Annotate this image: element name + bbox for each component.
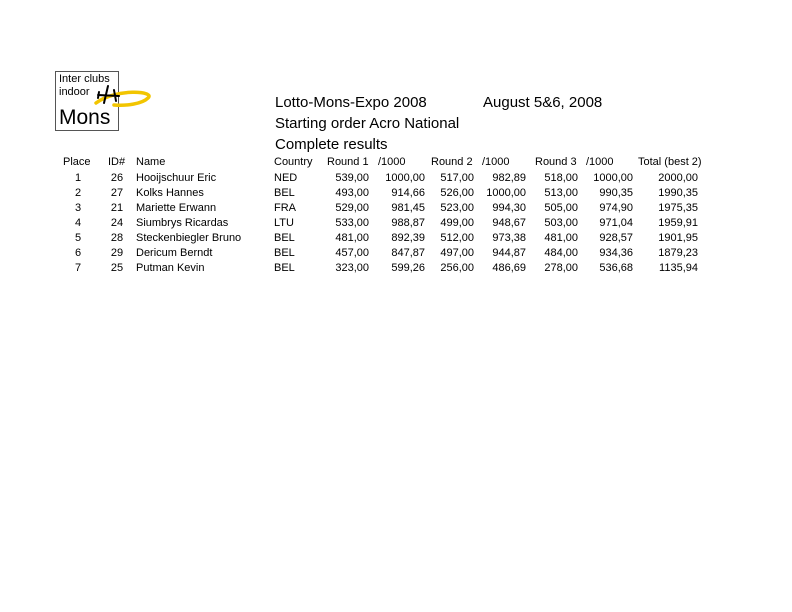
row-4-name: Siumbrys Ricardas (136, 217, 229, 229)
row-1-name: Hooijschuur Eric (136, 172, 217, 184)
row-3-round2: 523,00 (440, 202, 474, 214)
row-2-round3: 513,00 (544, 187, 578, 199)
row-6-id: 29 (110, 247, 124, 259)
row-3-round3: 505,00 (544, 202, 578, 214)
row-2-round1-norm: 914,66 (391, 187, 425, 199)
row-7-name: Putman Kevin (136, 262, 205, 274)
row-6-name: Dericum Berndt (136, 247, 213, 259)
row-3-round3-norm: 974,90 (599, 202, 633, 214)
row-2-place: 2 (74, 187, 82, 199)
row-5-name: Steckenbiegler Bruno (136, 232, 242, 244)
row-5-id: 28 (110, 232, 124, 244)
row-4-total: 1959,91 (658, 217, 698, 229)
column-header-name: Name (136, 156, 166, 168)
row-7-place: 7 (74, 262, 82, 274)
row-1-total: 2000,00 (658, 172, 698, 184)
row-3-round1: 529,00 (335, 202, 369, 214)
row-4-round1: 533,00 (335, 217, 369, 229)
row-7-round2: 256,00 (440, 262, 474, 274)
row-4-round2-norm: 948,67 (492, 217, 526, 229)
row-1-round3: 518,00 (544, 172, 578, 184)
row-7-id: 25 (110, 262, 124, 274)
logo-line-2: indoor (59, 86, 90, 98)
event-date: August 5&6, 2008 (483, 94, 603, 111)
column-header-country: Country (274, 156, 313, 168)
column-header-round3: Round 3 (535, 156, 577, 168)
row-5-total: 1901,95 (658, 232, 698, 244)
row-5-round2: 512,00 (440, 232, 474, 244)
row-5-round3: 481,00 (544, 232, 578, 244)
row-4-place: 4 (74, 217, 82, 229)
row-4-round2: 499,00 (440, 217, 474, 229)
row-1-round1-norm: 1000,00 (385, 172, 425, 184)
column-header-round3-norm: /1000 (586, 156, 614, 168)
row-2-name: Kolks Hannes (136, 187, 204, 199)
logo-line-3: Mons (59, 106, 111, 129)
row-6-round3: 484,00 (544, 247, 578, 259)
row-5-round1: 481,00 (335, 232, 369, 244)
row-1-id: 26 (110, 172, 124, 184)
row-2-total: 1990,35 (658, 187, 698, 199)
row-4-round3: 503,00 (544, 217, 578, 229)
row-2-id: 27 (110, 187, 124, 199)
subtitle-results: Complete results (275, 136, 388, 153)
row-4-round3-norm: 971,04 (599, 217, 633, 229)
column-header-id: ID# (108, 156, 126, 168)
column-header-round2-norm: /1000 (482, 156, 510, 168)
club-logo (55, 71, 119, 131)
row-7-round1: 323,00 (335, 262, 369, 274)
row-6-place: 6 (74, 247, 82, 259)
row-5-place: 5 (74, 232, 82, 244)
row-4-country: LTU (274, 217, 294, 229)
column-header-place: Place (63, 156, 91, 168)
row-5-round1-norm: 892,39 (391, 232, 425, 244)
row-6-total: 1879,23 (658, 247, 698, 259)
row-6-round3-norm: 934,36 (599, 247, 633, 259)
row-7-round2-norm: 486,69 (492, 262, 526, 274)
row-2-country: BEL (274, 187, 295, 199)
logo-line-1: Inter clubs (59, 73, 110, 85)
row-4-id: 24 (110, 217, 124, 229)
row-6-round1: 457,00 (335, 247, 369, 259)
row-7-country: BEL (274, 262, 295, 274)
row-3-round2-norm: 994,30 (492, 202, 526, 214)
row-5-country: BEL (274, 232, 295, 244)
row-1-round2: 517,00 (440, 172, 474, 184)
row-3-name: Mariette Erwann (136, 202, 217, 214)
column-header-total: Total (best 2) (638, 156, 702, 168)
row-6-round1-norm: 847,87 (391, 247, 425, 259)
row-7-round1-norm: 599,26 (391, 262, 425, 274)
row-7-round3-norm: 536,68 (599, 262, 633, 274)
row-4-round1-norm: 988,87 (391, 217, 425, 229)
row-2-round2-norm: 1000,00 (486, 187, 526, 199)
row-5-round3-norm: 928,57 (599, 232, 633, 244)
row-1-place: 1 (74, 172, 82, 184)
column-header-round1-norm: /1000 (378, 156, 406, 168)
row-1-round1: 539,00 (335, 172, 369, 184)
row-1-round2-norm: 982,89 (492, 172, 526, 184)
row-1-round3-norm: 1000,00 (593, 172, 633, 184)
event-title: Lotto-Mons-Expo 2008 (275, 94, 427, 111)
column-header-round2: Round 2 (431, 156, 473, 168)
row-3-total: 1975,35 (658, 202, 698, 214)
row-3-place: 3 (74, 202, 82, 214)
row-7-round3: 278,00 (544, 262, 578, 274)
row-5-round2-norm: 973,38 (492, 232, 526, 244)
row-1-country: NED (274, 172, 298, 184)
column-header-round1: Round 1 (327, 156, 369, 168)
row-3-round1-norm: 981,45 (391, 202, 425, 214)
row-2-round1: 493,00 (335, 187, 369, 199)
row-6-country: BEL (274, 247, 295, 259)
row-2-round3-norm: 990,35 (599, 187, 633, 199)
row-3-id: 21 (110, 202, 124, 214)
row-6-round2: 497,00 (440, 247, 474, 259)
subtitle: Starting order Acro National (275, 115, 460, 132)
row-7-total: 1135,94 (659, 262, 698, 274)
row-3-country: FRA (274, 202, 296, 214)
row-6-round2-norm: 944,87 (492, 247, 526, 259)
row-2-round2: 526,00 (440, 187, 474, 199)
